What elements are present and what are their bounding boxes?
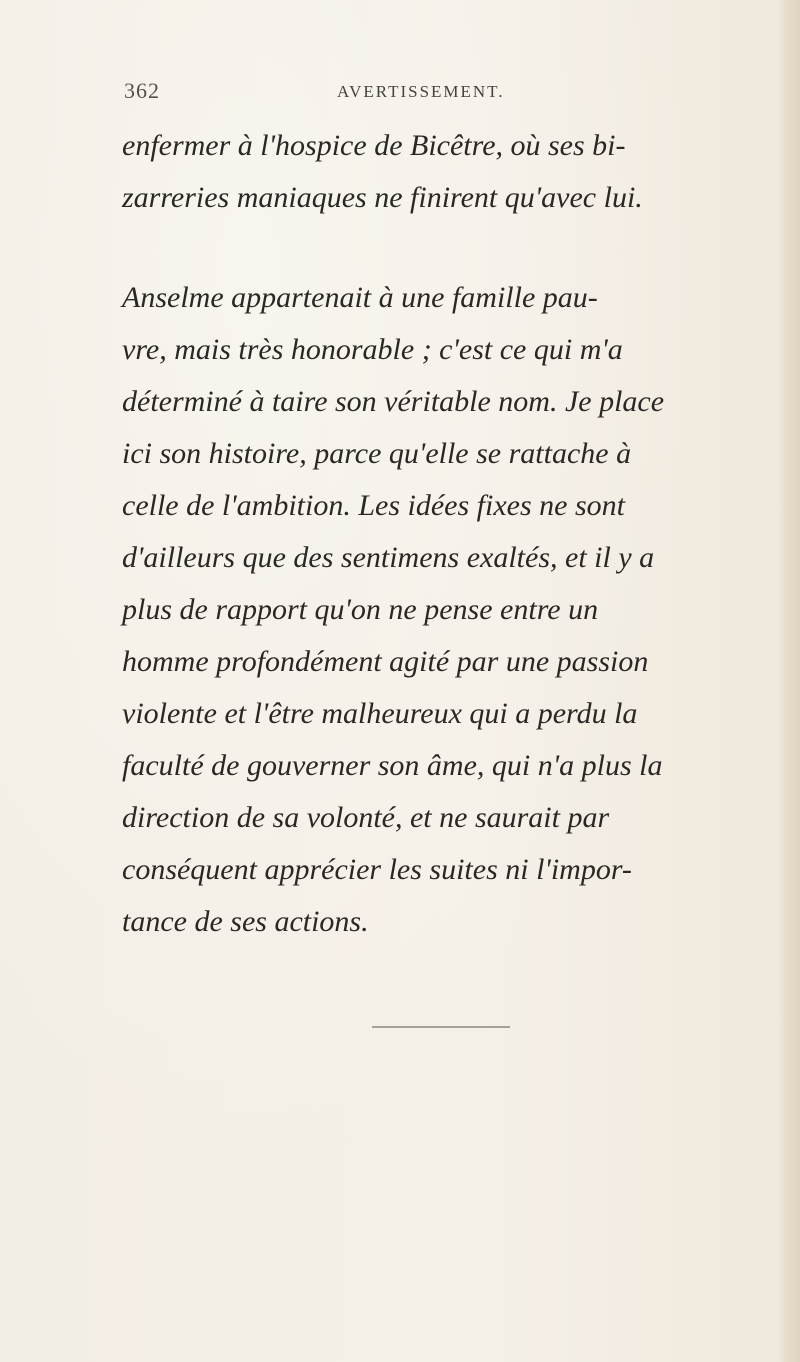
text-line: d'ailleurs que des sentimens exaltés, et il y a <box>122 541 655 574</box>
text-line: conséquent apprécier les suites ni l'impor- <box>122 853 632 886</box>
end-rule-divider <box>372 1026 510 1028</box>
text-line: déterminé à taire son véritable nom. Je place <box>122 385 665 418</box>
text-line: ici son histoire, parce qu'elle se rattache à <box>122 437 632 470</box>
text-line: vre, mais très honorable ; c'est ce qui m'a <box>122 333 623 366</box>
page-header <box>124 78 684 108</box>
text-line: plus de rapport qu'on ne pense entre un <box>122 593 599 626</box>
text-line: tance de ses actions. <box>122 905 369 938</box>
text-line: Anselme appartenait à une famille pau- <box>122 281 598 314</box>
paragraph-2 <box>122 272 762 948</box>
text-line: faculté de gouverner son âme, qui n'a plus la <box>122 749 663 782</box>
text-line: enfermer à l'hospice de Bicêtre, où ses bi- <box>122 129 626 162</box>
text-line: homme profondément agité par une passion <box>122 645 649 678</box>
text-line: zarreries maniaques ne finirent qu'avec lui. <box>122 181 643 214</box>
paragraph-1 <box>122 120 762 224</box>
page-number: 362 <box>124 78 160 103</box>
text-line: celle de l'ambition. Les idées fixes ne sont <box>122 489 625 522</box>
running-head: AVERTISSEMENT. <box>337 82 505 101</box>
text-line: direction de sa volonté, et ne saurait par <box>122 801 610 834</box>
paragraph-gap <box>122 224 762 272</box>
page-edge-shadow <box>778 0 800 1362</box>
body-text <box>122 120 762 948</box>
text-line: violente et l'être malheureux qui a perdu la <box>122 697 638 730</box>
